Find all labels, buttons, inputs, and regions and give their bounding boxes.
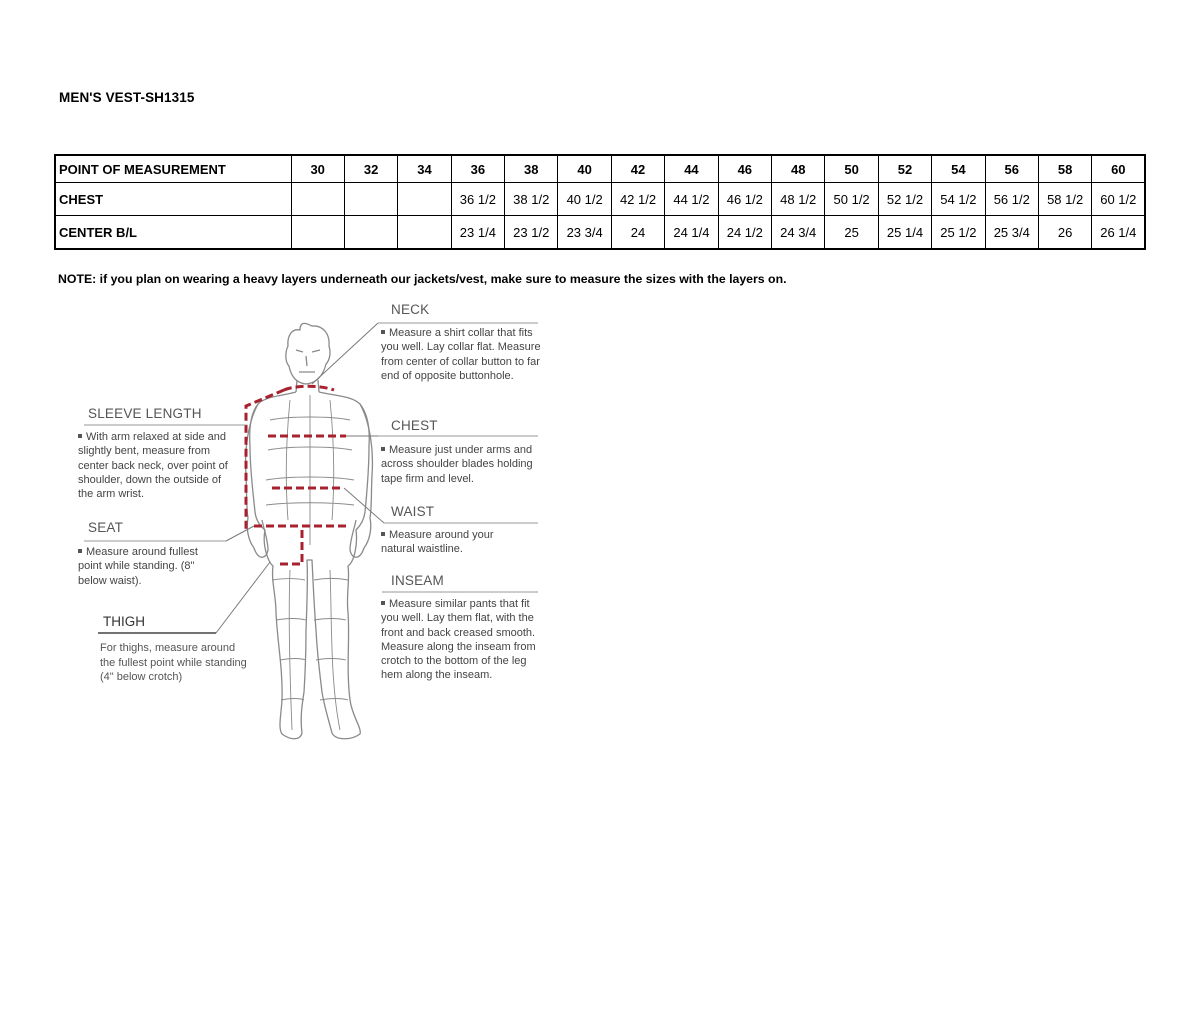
thigh-instructions: For thighs, measure around the fullest point while standing (4" below crotch) xyxy=(100,642,247,683)
size-header: 40 xyxy=(558,155,611,183)
bullet-icon xyxy=(381,330,385,334)
table-cell: 58 1/2 xyxy=(1038,183,1091,216)
bullet-icon xyxy=(381,447,385,451)
size-chart-table xyxy=(54,154,1146,250)
table-cell: 24 1/4 xyxy=(665,216,718,250)
thigh-heading: THIGH xyxy=(103,614,145,629)
table-cell: 38 1/2 xyxy=(505,183,558,216)
table-cell: 24 1/2 xyxy=(718,216,771,250)
seat-heading: SEAT xyxy=(88,520,124,535)
neck-heading: NECK xyxy=(391,302,430,317)
table-cell: 56 1/2 xyxy=(985,183,1038,216)
leader-lines xyxy=(216,323,384,633)
table-cell xyxy=(398,183,451,216)
waist-heading: WAIST xyxy=(391,504,435,519)
document-title: MEN'S VEST-SH1315 xyxy=(59,90,195,105)
table-cell: 23 3/4 xyxy=(558,216,611,250)
table-cell: 23 1/4 xyxy=(451,216,504,250)
table-cell: 50 1/2 xyxy=(825,183,878,216)
size-header: 32 xyxy=(344,155,397,183)
waist-instructions xyxy=(381,528,521,557)
layering-note: NOTE: if you plan on wearing a heavy layers underneath our jackets/vest, make sure to measure the sizes with the layers on. xyxy=(58,272,787,286)
table-cell: 46 1/2 xyxy=(718,183,771,216)
waist-text: Measure around your natural waistline. xyxy=(381,529,494,556)
inseam-measure-line xyxy=(276,530,302,564)
header-label: POINT OF MEASUREMENT xyxy=(55,155,291,183)
inseam-text: Measure similar pants that fit you well. Lay them flat, with the front and back creased smooth. Measure along the inseam from crotch to the bottom of the leg hem along the inseam. xyxy=(381,598,536,682)
size-header: 50 xyxy=(825,155,878,183)
table-cell xyxy=(344,183,397,216)
table-cell: 36 1/2 xyxy=(451,183,504,216)
chest-instructions xyxy=(381,443,541,486)
bullet-icon xyxy=(381,601,385,605)
chest-heading: CHEST xyxy=(391,418,438,433)
table-cell xyxy=(398,216,451,250)
table-row-center-bl xyxy=(55,216,1145,250)
row-label: CHEST xyxy=(55,183,291,216)
size-header: 46 xyxy=(718,155,771,183)
seat-instructions xyxy=(78,545,208,588)
size-header: 60 xyxy=(1092,155,1145,183)
size-header: 48 xyxy=(772,155,825,183)
table-cell: 25 xyxy=(825,216,878,250)
bullet-icon xyxy=(78,549,82,553)
neck-measure-line xyxy=(284,386,334,390)
table-cell: 54 1/2 xyxy=(932,183,985,216)
table-cell: 48 1/2 xyxy=(772,183,825,216)
table-cell: 44 1/2 xyxy=(665,183,718,216)
size-header: 34 xyxy=(398,155,451,183)
size-header: 42 xyxy=(611,155,664,183)
size-header: 44 xyxy=(665,155,718,183)
table-cell: 26 xyxy=(1038,216,1091,250)
table-cell: 40 1/2 xyxy=(558,183,611,216)
table-cell: 26 1/4 xyxy=(1092,216,1145,250)
size-header: 30 xyxy=(291,155,344,183)
sleeve-instructions xyxy=(78,430,236,501)
table-cell: 60 1/2 xyxy=(1092,183,1145,216)
table-cell xyxy=(344,216,397,250)
table-header-row xyxy=(55,155,1145,183)
table-cell: 25 1/2 xyxy=(932,216,985,250)
sleeve-measure-line xyxy=(246,390,284,530)
inseam-heading: INSEAM xyxy=(391,573,444,588)
measurement-lines xyxy=(246,386,346,564)
size-header: 38 xyxy=(505,155,558,183)
chest-text: Measure just under arms and across shoulder blades holding tape firm and level. xyxy=(381,444,533,485)
inseam-instructions xyxy=(381,597,541,683)
table-cell: 25 3/4 xyxy=(985,216,1038,250)
sleeve-text: With arm relaxed at side and slightly bent, measure from center back neck, over point of shoulder, down the outside of the arm wrist. xyxy=(78,431,228,501)
size-header: 36 xyxy=(451,155,504,183)
table-row-chest xyxy=(55,183,1145,216)
table-cell: 24 xyxy=(611,216,664,250)
table-cell: 23 1/2 xyxy=(505,216,558,250)
size-header: 56 xyxy=(985,155,1038,183)
row-label: CENTER B/L xyxy=(55,216,291,250)
sleeve-heading: SLEEVE LENGTH xyxy=(88,406,202,421)
table-cell xyxy=(291,216,344,250)
table-cell: 42 1/2 xyxy=(611,183,664,216)
size-header: 58 xyxy=(1038,155,1091,183)
human-body-outline xyxy=(246,323,373,738)
table-cell: 24 3/4 xyxy=(772,216,825,250)
table-cell xyxy=(291,183,344,216)
table-cell: 52 1/2 xyxy=(878,183,931,216)
size-header: 52 xyxy=(878,155,931,183)
seat-text: Measure around fullest point while standing. (8" below waist). xyxy=(78,546,198,587)
bullet-icon xyxy=(78,434,82,438)
neck-text: Measure a shirt collar that fits you well. Lay collar flat. Measure from center of collar button to far end of opposite buttonhole. xyxy=(381,327,541,382)
bullet-icon xyxy=(381,532,385,536)
neck-instructions xyxy=(381,326,541,383)
table-cell: 25 1/4 xyxy=(878,216,931,250)
size-header: 54 xyxy=(932,155,985,183)
